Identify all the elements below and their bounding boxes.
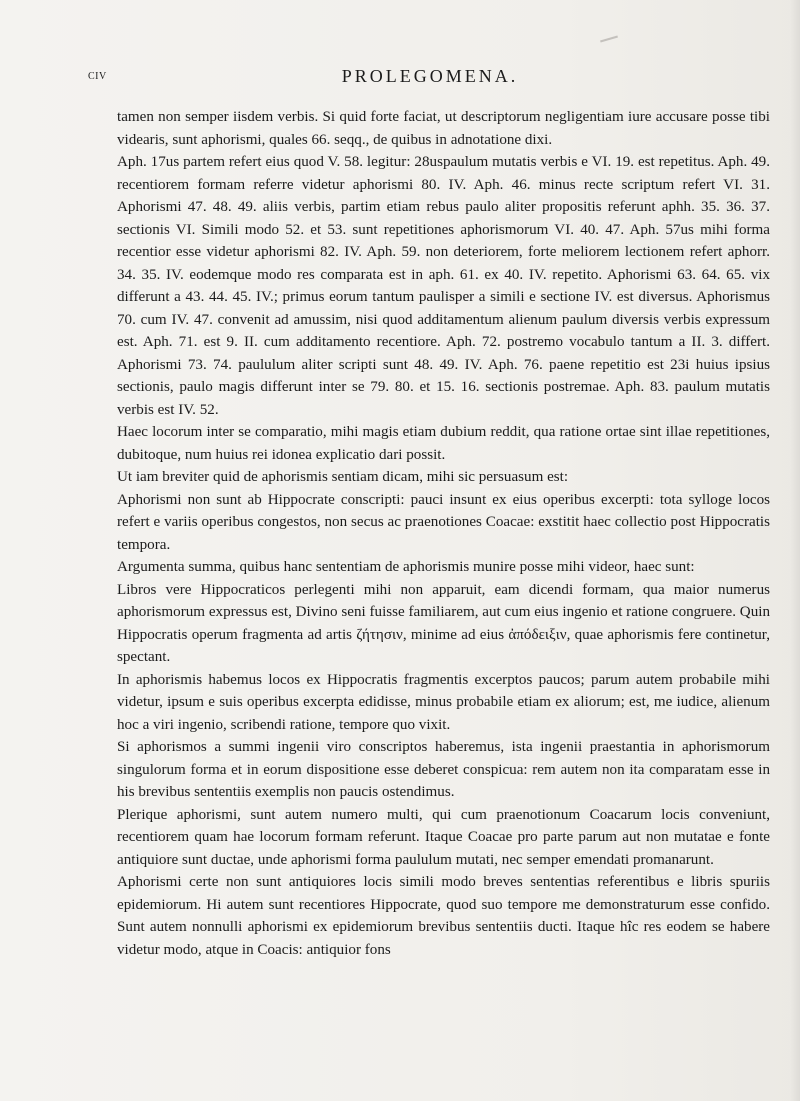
paragraph-1: tamen non semper iisdem verbis. Si quid forte faciat, ut descriptorum negligentiam iure accusare posse tibi videaris, sunt aphorismi, quales 66. seqq., de quibus in adnotatione dixi. bbox=[117, 109, 770, 148]
paragraph-5: Aphorismi non sunt ab Hippocrate conscripti: pauci insunt ex eius operibus excerpti: tota sylloge locos refert e variis operibus congestos, non secus ac praenotiones Coacae: exstitit haec collectio post Hippocratis tempora. bbox=[117, 491, 770, 553]
paragraph-2: Aph. 17us partem refert eius quod V. 58. legitur: 28uspaulum mutatis verbis e VI. 19. est repetitus. Aph. 49. recentiorem formam referre videtur aphorismi 80. IV. Aph. 46. minus recte scriptum refert VI. 31. Aphorismi 47. 48. 49. aliis verbis, partim etiam rebus paulo aliter propositis referunt aphh. 35. 36. 37. sectionis VI. Simili modo 52. et 53. sunt repetitiones aphorismorum VI. 40. 47. Aph. 57us mihi forma recentior esse videtur aphorismi 82. IV. Aph. 59. non deteriorem, forte meliorem lectionem refert aphorr. 34. 35. IV. eodemque modo res comparata est in aph. 61. ex 40. IV. repetito. Aphorismi 63. 64. 65. vix differunt a 43. 44. 45. IV.; primus eorum tantum paulisper a simili e sectione IV. est diversus. Aphorismus 70. cum IV. 47. convenit ad amussim, nisi quod additamentum alienum paulum diversis verbis expressum est. Aph. 71. est 9. II. cum additamento recentiore. Aph. 72. postremo vocabulo tantum a II. 3. differt. Aphorismi 73. 74. paululum aliter scripti sunt 48. 49. IV. Aph. 76. paene repetitio est 23i huius ipsius sectionis, paulo magis differunt inter se 79. 80. et 15. 16. sectionis postremae. Aph. 83. paulum mutatis verbis est IV. 52. bbox=[117, 154, 770, 418]
paragraph-9: Si aphorismos a summi ingenii viro conscriptos haberemus, ista ingenii praestantia in aphorismorum singulorum forma et in eorum dispositione esse deberet conspicua: rem autem non ita comparatam esse in his brevibus sententiis exemplis non paucis ostendimus. bbox=[117, 739, 770, 800]
body-text bbox=[117, 106, 770, 961]
paragraph-7: Libros vere Hippocraticos perlegenti mihi non apparuit, eam dicendi formam, qua maior numerus aphorismorum expressus est, Divino seni fuisse familiarem, aut cum eius ingenio et ratione congruere. Quin Hippocratis operum fragmenta ad artis ζήτησιν, minime ad eius ἀπόδειξιν, quae aphorismis fere continetur, spectant. bbox=[117, 581, 770, 665]
paragraph-6: Argumenta summa, quibus hanc sententiam de aphorismis munire posse mihi videor, haec sunt: bbox=[117, 559, 695, 575]
paper-mark bbox=[600, 36, 618, 43]
running-title: PROLEGOMENA. bbox=[341, 66, 519, 86]
page-edge-shadow bbox=[790, 0, 800, 1101]
paragraph-8: In aphorismis habemus locos ex Hippocratis fragmentis excerptos paucos; parum autem probabile mihi videtur, ipsum e suis operibus excerpta edidisse, minus probabile etiam ex aliorum; est, me iudice, alienum hoc a viri ingenio, scribendi ratione, tempore quo vixit. bbox=[117, 671, 770, 733]
paragraph-11: Aphorismi certe non sunt antiquiores locis simili modo breves sententias referentibus e libris spuriis epidemiorum. Hi autem sunt recentiores Hippocrate, quod suo tempore me demonstraturum esse confido. Sunt autem nonnulli aphorismi ex epidemiorum brevibus sententiis ducti. Itaque hîc res eodem se habere videtur modo, atque in Coacis: antiquior fons bbox=[117, 874, 770, 958]
page-header bbox=[88, 66, 772, 88]
paragraph-10: Plerique aphorismi, sunt autem numero multi, qui cum praenotionum Coacarum locis conveniunt, recentiorem quam hae locorum formam referunt. Itaque Coacae pro parte parum aut non mutatae e fonte antiquiore sunt ductae, unde aphorismi forma paululum mutati, nec semper emendati promanarunt. bbox=[117, 806, 770, 868]
page-number: civ bbox=[88, 68, 107, 83]
paragraph-3: Haec locorum inter se comparatio, mihi magis etiam dubium reddit, qua ratione ortae sint illae repetitiones, dubitoque, num huius rei idonea explicatio dari possit. bbox=[117, 424, 770, 463]
paragraph-4: Ut iam breviter quid de aphorismis sentiam dicam, mihi sic persuasum est: bbox=[117, 469, 569, 485]
